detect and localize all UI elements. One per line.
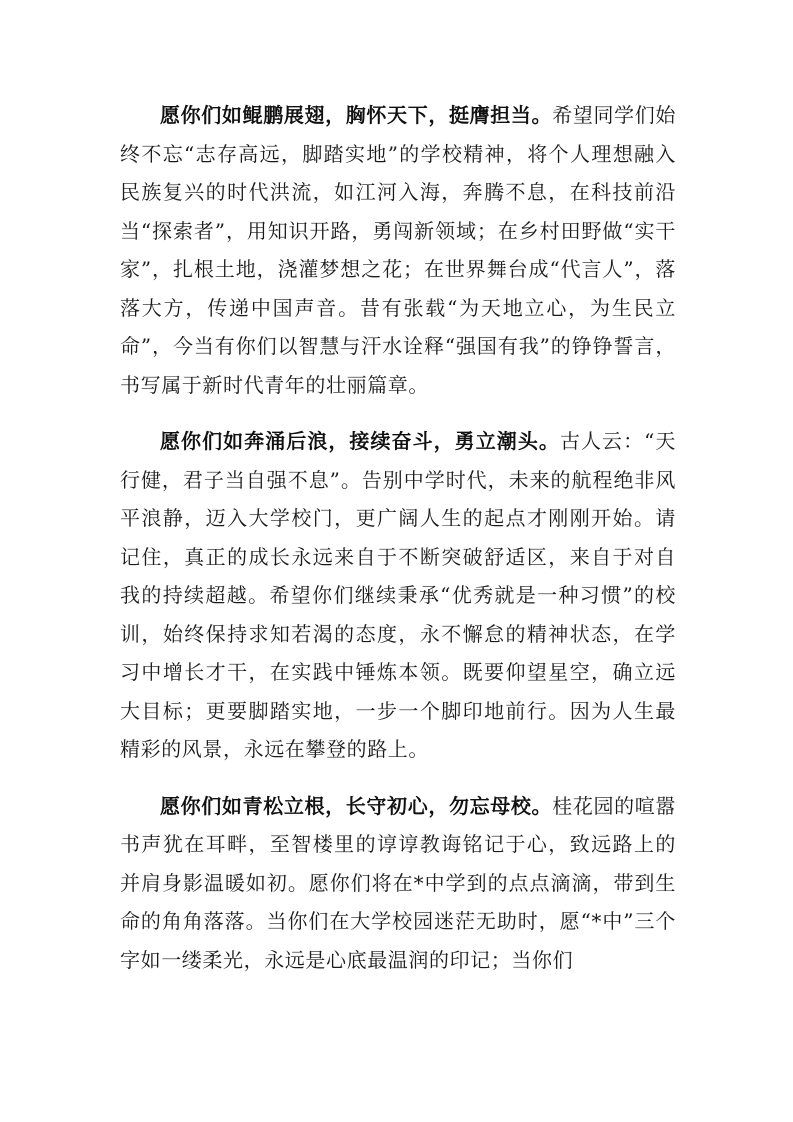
paragraph-1-body: 希望同学们始终不忘“志存高远，脚踏实地”的学校精神，将个人理想融入民族复兴的时代洪流，如江河入海，奔腾不息，在科技前沿当“探索者”，用知识开路，勇闯新领域；在乡村田野做“实干家”，扎根土地，浇灌梦想之花；在世界舞台成“代言人”，落落大方，传递中国声音。昔有张载“为天地立心，为生民立命”，今当有你们以智慧与汗水诠释“强国有我”的铮铮誓言，书写属于新时代青年的壮丽篇章。 bbox=[120, 103, 676, 397]
document-body bbox=[120, 96, 676, 997]
paragraph-1 bbox=[120, 96, 676, 404]
paragraph-1-lead: 愿你们如鲲鹏展翅，胸怀天下，挺膺担当。 bbox=[160, 103, 553, 127]
paragraph-3-body: 桂花园的喧嚣书声犹在耳畔，至智楼里的谆谆教诲铭记于心，致远路上的并肩身影温暖如初。愿你们将在*中学到的点点滴滴，带到生命的角角落落。当你们在大学校园迷茫无助时，愿“*中”三个字如一缕柔光，永远是心底最温润的印记；当你们 bbox=[120, 793, 676, 972]
paragraph-3 bbox=[120, 787, 676, 980]
paragraph-2 bbox=[120, 422, 676, 769]
paragraph-2-lead: 愿你们如奔涌后浪，接续奋斗，勇立潮头。 bbox=[160, 429, 560, 453]
paragraph-3-lead: 愿你们如青松立根，长守初心，勿忘母校。 bbox=[160, 793, 553, 818]
paragraph-2-body: 古人云：“天行健，君子当自强不息”。告别中学时代，未来的航程绝非风平浪静，迈入大学校门，更广阔人生的起点才刚刚开始。请记住，真正的成长永远来自于不断突破舒适区，来自于对自我的持续超越。希望你们继续秉承“优秀就是一种习惯”的校训，始终保持求知若渴的态度，永不懈怠的精神状态，在学习中增长才干，在实践中锤炼本领。既要仰望星空，确立远大目标；更要脚踏实地，一步一个脚印地前行。因为人生最精彩的风景，永远在攀登的路上。 bbox=[120, 429, 677, 761]
